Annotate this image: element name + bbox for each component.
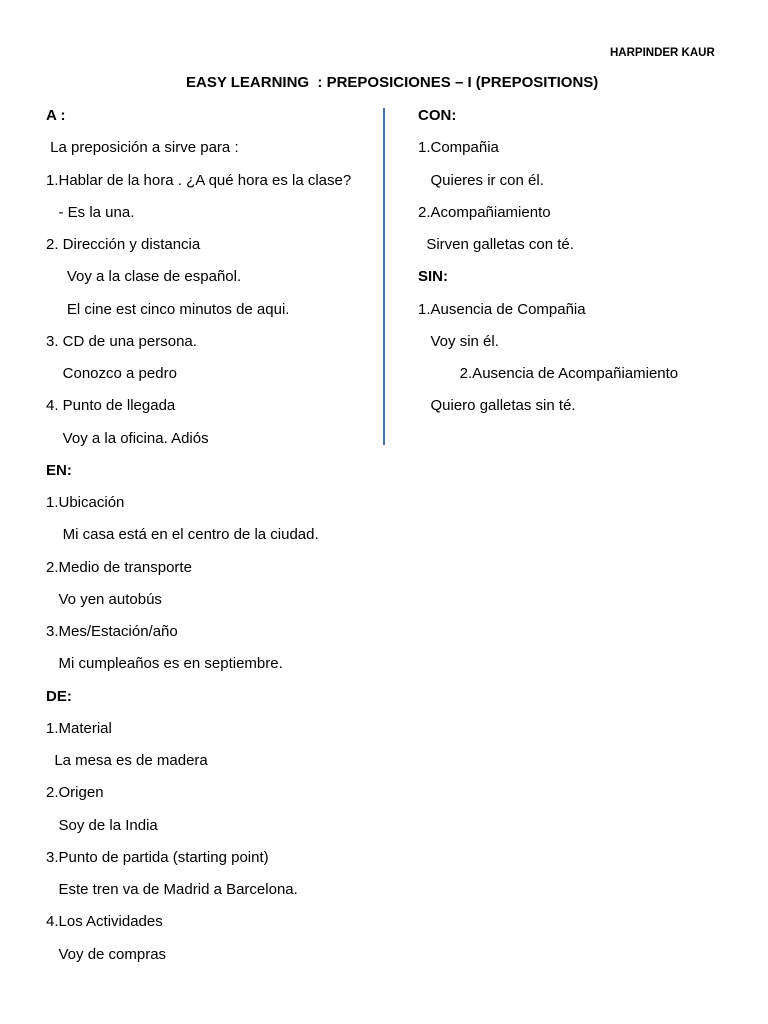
section-heading: EN:	[46, 461, 72, 479]
text-line: Quiero galletas sin té.	[418, 397, 576, 415]
section-heading: A :	[46, 107, 66, 124]
text-line: Quieres ir con él.	[418, 171, 544, 189]
text-line: Voy a la clase de español.	[46, 268, 242, 286]
text-line: 1.Ubicación	[46, 494, 125, 511]
text-line: La mesa es de madera	[46, 752, 208, 769]
text-line: Voy a la oficina. Adiós	[46, 429, 209, 447]
text-line: 1.Ausencia de Compañia	[418, 300, 586, 318]
text-line: 4. Punto de llegada	[46, 397, 176, 415]
text-line: 4.Los Actividades	[46, 913, 163, 931]
column-divider	[383, 108, 385, 445]
text-line: Mi cumpleaños es en septiembre.	[46, 655, 283, 673]
text-line: 1.Hablar de la hora . ¿A qué hora es la clase?	[46, 171, 352, 189]
text-line: 1.Compañia	[418, 139, 499, 157]
page-title: EASY LEARNING : PREPOSICIONES – I (PREPOSITIONS)	[186, 74, 599, 91]
text-line: Vo yen autobús	[46, 590, 162, 608]
section-heading: CON:	[418, 107, 457, 124]
section-heading: SIN:	[418, 268, 448, 286]
text-line: El cine est cinco minutos de aqui.	[46, 300, 290, 318]
section-heading: DE:	[46, 687, 72, 705]
text-line: 3.Mes/Estación/año	[46, 623, 178, 640]
text-line: Conozco a pedro	[46, 365, 177, 382]
text-line: Voy de compras	[46, 945, 167, 963]
text-line: Soy de la India	[46, 816, 158, 834]
text-line: 1.Material	[46, 719, 112, 737]
text-line: 3.Punto de partida (starting point)	[46, 848, 269, 866]
text-line: Mi casa está en el centro de la ciudad.	[46, 526, 319, 544]
text-line: 2. Dirección y distancia	[46, 236, 201, 253]
text-line: Voy sin él.	[418, 332, 499, 350]
text-line: 2.Origen	[46, 784, 104, 802]
text-line: 2.Acompañiamiento	[418, 203, 551, 221]
text-line: - Es la una.	[46, 203, 135, 221]
author-name: HARPINDER KAUR	[610, 47, 715, 59]
text-line: 2.Ausencia de Acompañiamiento	[418, 365, 679, 382]
text-line: Sirven galletas con té.	[418, 236, 574, 253]
text-line: La preposición a sirve para :	[46, 139, 239, 157]
text-line: 3. CD de una persona.	[46, 332, 197, 350]
text-line: 2.Medio de transporte	[46, 558, 192, 576]
text-line: Este tren va de Madrid a Barcelona.	[46, 881, 298, 898]
